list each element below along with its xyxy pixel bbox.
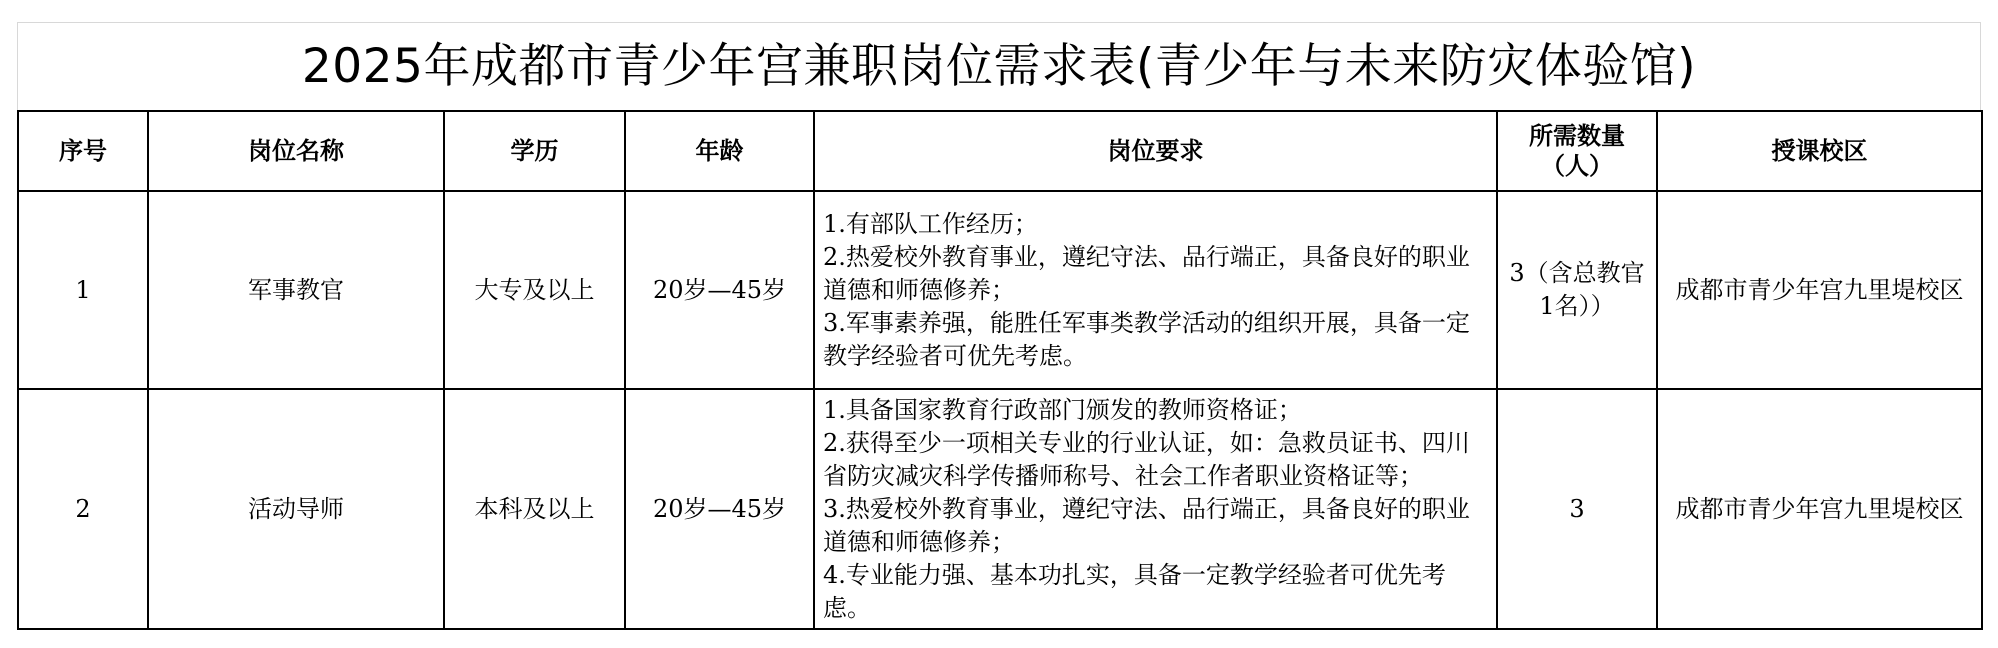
header-education: 学历 (444, 111, 625, 191)
header-seq: 序号 (18, 111, 148, 191)
requirement-item: 1.有部队工作经历； (823, 209, 1038, 238)
requirement-item: 4.专业能力强、基本功扎实，具备一定教学经验者可优先考虑。 (823, 560, 1446, 622)
cell-education: 本科及以上 (444, 389, 625, 629)
requirement-item: 3.热爱校外教育事业，遵纪守法、品行端正，具备良好的职业道德和师德修养； (823, 494, 1470, 556)
cell-campus: 成都市青少年宫九里堤校区 (1657, 191, 1982, 389)
title-row (17, 22, 1981, 110)
header-age: 年龄 (625, 111, 814, 191)
cell-position-name: 军事教官 (148, 191, 444, 389)
header-count: 所需数量（人） (1497, 111, 1657, 191)
requirement-item: 2.获得至少一项相关专业的行业认证，如：急救员证书、四川省防灾减灾科学传播师称号、社会工作者职业资格证等； (823, 428, 1470, 490)
page-title: 2025年成都市青少年宫兼职岗位需求表(青少年与未来防灾体验馆) (301, 39, 1697, 94)
job-requirements-sheet (17, 22, 1981, 630)
cell-campus: 成都市青少年宫九里堤校区 (1657, 389, 1982, 629)
job-table (17, 110, 1983, 630)
requirement-item: 2.热爱校外教育事业，遵纪守法、品行端正，具备良好的职业道德和师德修养； (823, 242, 1470, 304)
requirement-item: 3.军事素养强，能胜任军事类教学活动的组织开展，具备一定教学经验者可优先考虑。 (823, 308, 1470, 370)
table-header-row (18, 111, 1982, 191)
cell-seq: 2 (18, 389, 148, 629)
cell-age: 20岁—45岁 (625, 191, 814, 389)
header-position-name: 岗位名称 (148, 111, 444, 191)
cell-count: 3 (1497, 389, 1657, 629)
header-requirements: 岗位要求 (814, 111, 1497, 191)
table-row (18, 389, 1982, 629)
cell-seq: 1 (18, 191, 148, 389)
header-campus: 授课校区 (1657, 111, 1982, 191)
cell-requirements (814, 389, 1497, 629)
table-row (18, 191, 1982, 389)
cell-requirements (814, 191, 1497, 389)
cell-position-name: 活动导师 (148, 389, 444, 629)
cell-count: 3（含总教官1名）） (1497, 191, 1657, 389)
requirement-item: 1.具备国家教育行政部门颁发的教师资格证； (823, 395, 1302, 424)
cell-age: 20岁—45岁 (625, 389, 814, 629)
cell-education: 大专及以上 (444, 191, 625, 389)
